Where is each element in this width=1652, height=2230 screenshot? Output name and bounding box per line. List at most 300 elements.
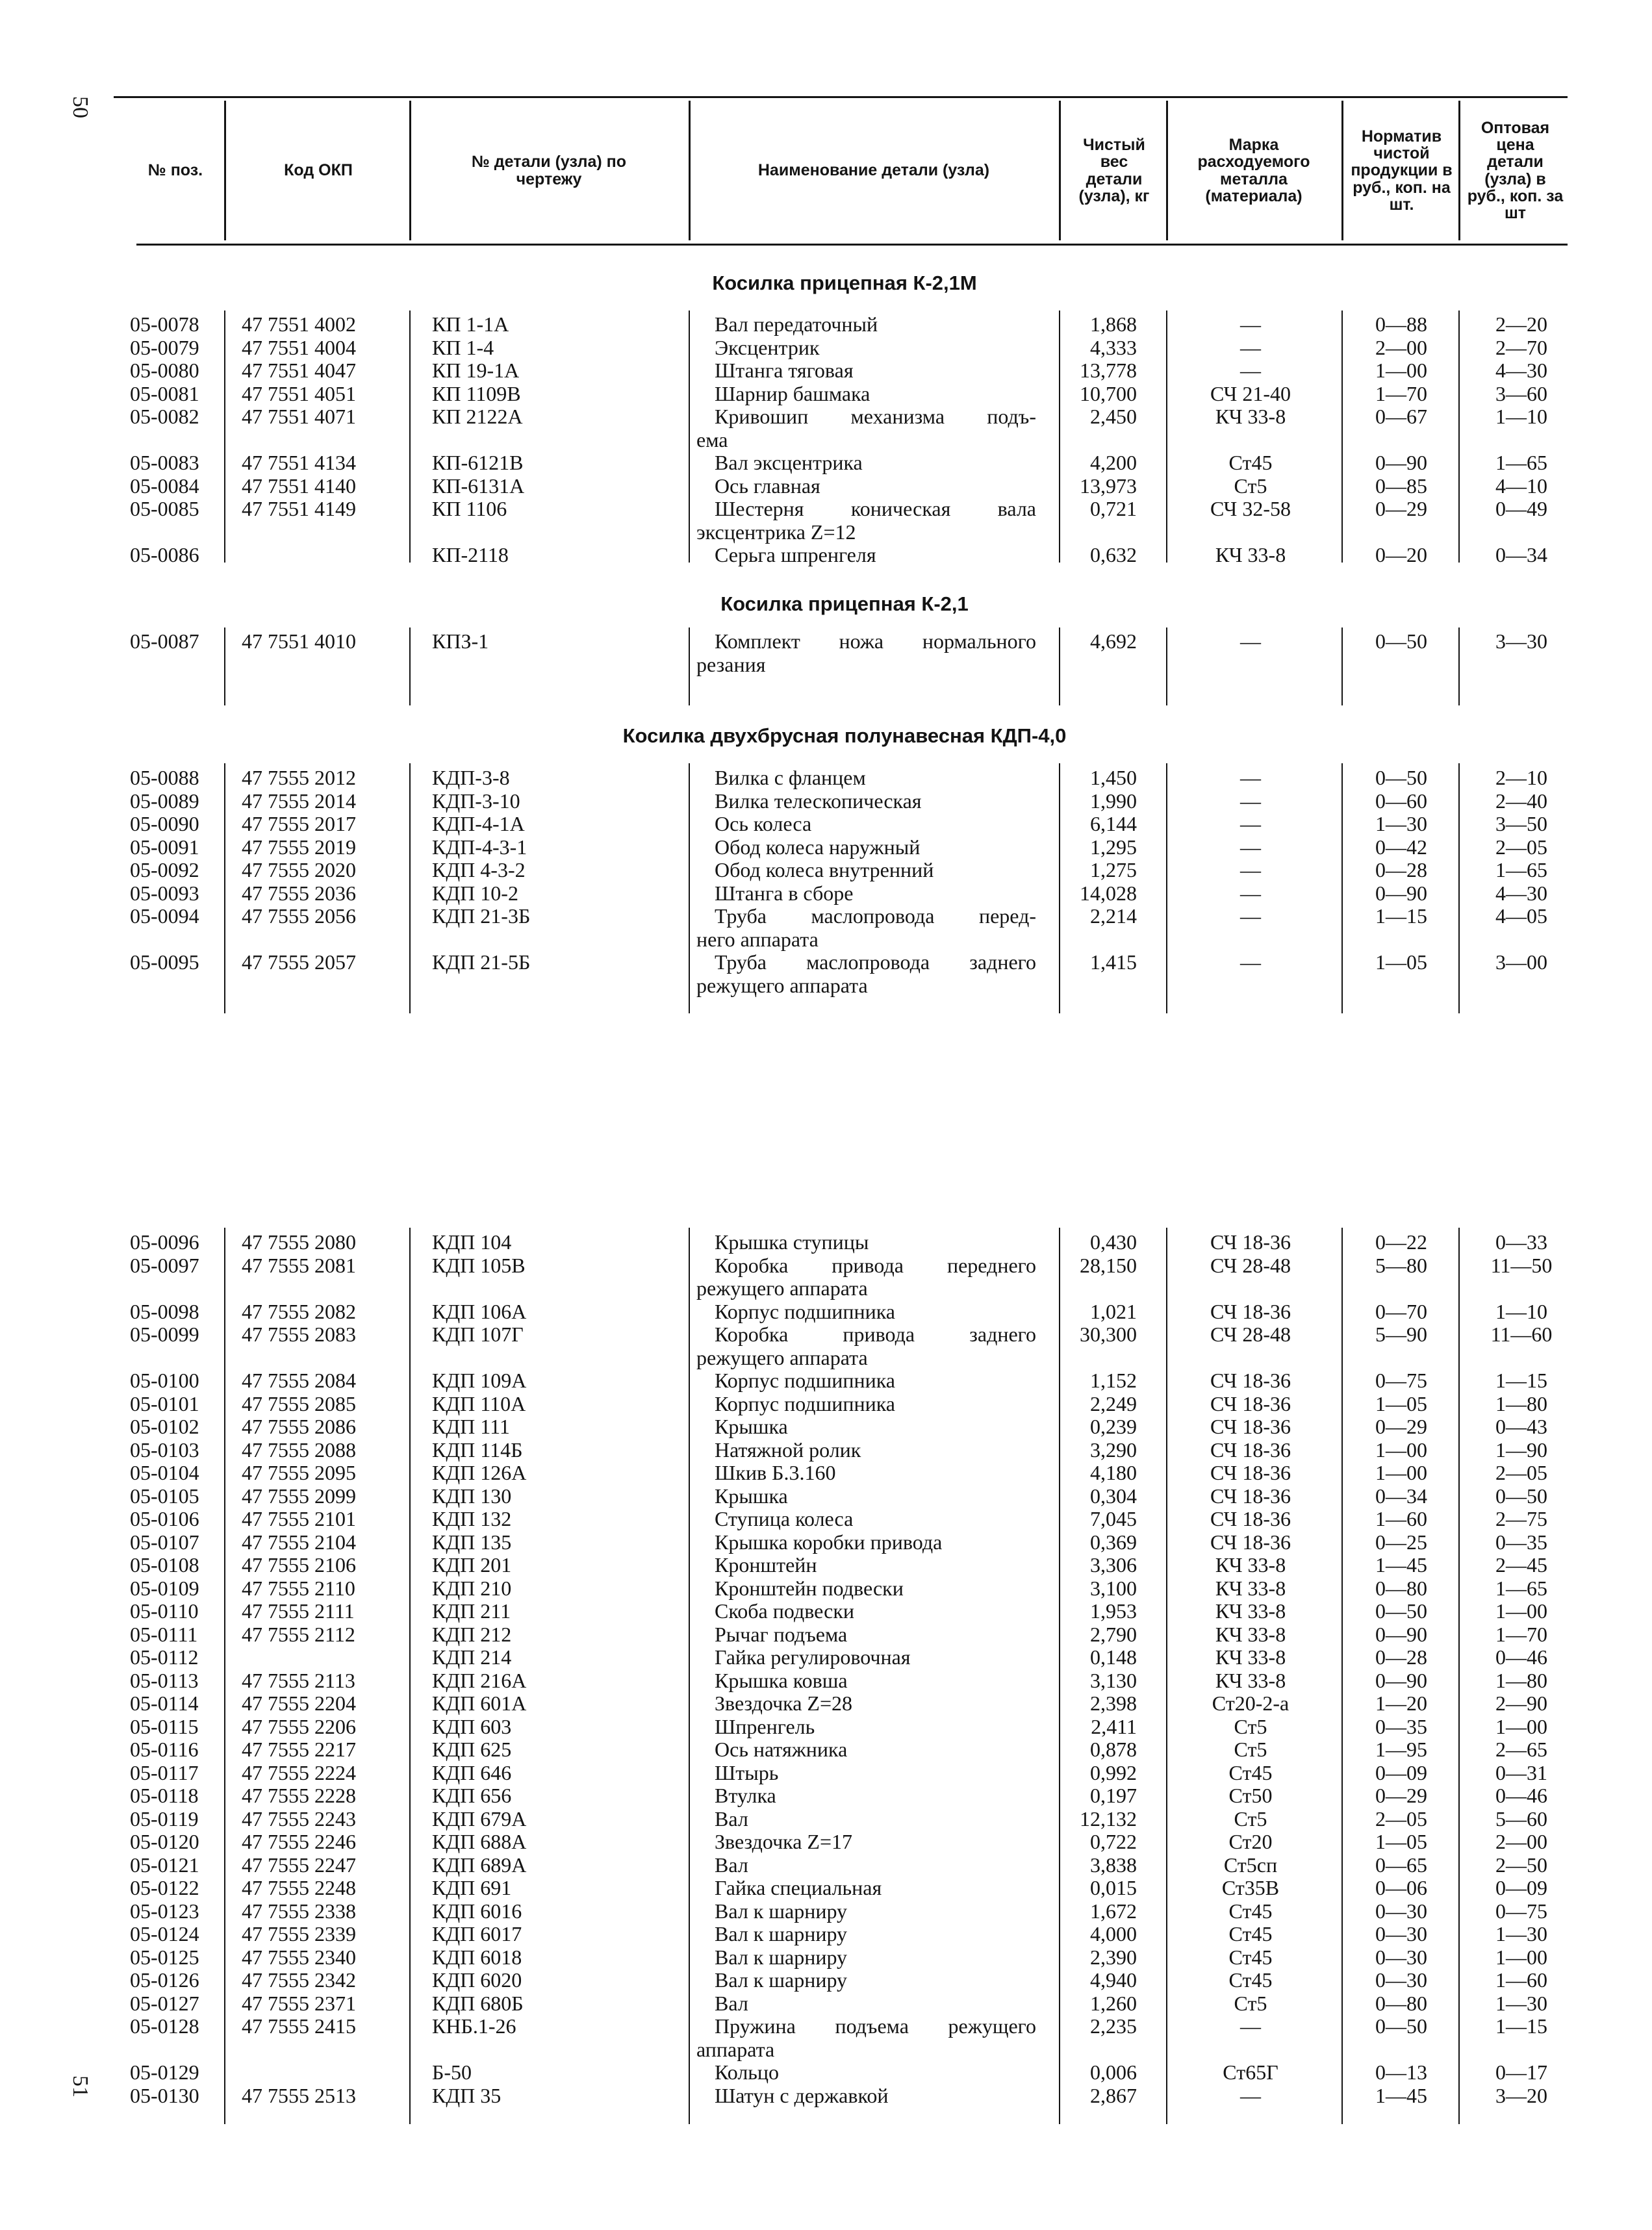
table-row [0, 1369, 1652, 1393]
cell-norm: 0—50 [1375, 2014, 1427, 2038]
cell-okp: 47 7555 2243 [242, 1806, 356, 1831]
cell-name-line1: Вал [715, 1853, 748, 1877]
cell-price: 1—70 [1495, 1622, 1547, 1646]
cell-pos: 05-0097 [130, 1253, 199, 1277]
cell-drawing: КДП 130 [432, 1484, 512, 1508]
table-row [0, 836, 1652, 859]
cell-norm: 0—28 [1375, 858, 1427, 881]
section-rows [0, 1231, 1652, 2107]
table-row [0, 2084, 1652, 2108]
cell-pos: 05-0116 [130, 1738, 199, 1761]
cell-pos: 05-0085 [130, 497, 199, 520]
cell-price: 0—43 [1495, 1415, 1547, 1438]
cell-norm: 0—67 [1375, 405, 1427, 428]
cell-weight: 2,450 [1090, 405, 1137, 428]
table-row [0, 790, 1652, 813]
cell-drawing: КДП 106А [432, 1299, 527, 1323]
cell-name [715, 1231, 1036, 1254]
cell-name [696, 405, 1036, 451]
cell-drawing: КП 2122А [432, 405, 523, 428]
cell-material: — [1240, 2014, 1261, 2038]
table-row [0, 1646, 1652, 1669]
header-separator [409, 101, 411, 240]
cell-pos: 05-0082 [130, 405, 199, 428]
cell-name [715, 475, 1036, 498]
cell-weight: 7,045 [1090, 1507, 1137, 1530]
cell-okp: 47 7555 2338 [242, 1899, 356, 1923]
cell-pos: 05-0104 [130, 1461, 199, 1484]
cell-drawing: Б-50 [432, 2060, 472, 2084]
table-row [0, 1831, 1652, 1854]
cell-name [715, 2084, 1036, 2108]
cell-okp: 47 7555 2339 [242, 1922, 356, 1945]
cell-price: 0—35 [1495, 1530, 1547, 1554]
cell-name [715, 1762, 1036, 1785]
cell-name [715, 813, 1036, 836]
cell-name [715, 1992, 1036, 2016]
cell-pos: 05-0130 [130, 2083, 199, 2107]
cell-price: 4—30 [1495, 359, 1547, 382]
cell-pos: 05-0099 [130, 1323, 199, 1346]
cell-name [715, 1439, 1036, 1462]
header-norm: Норматив чистой продукции в руб., коп. на шт. [1351, 127, 1453, 214]
cell-norm: 1—00 [1375, 1438, 1427, 1462]
cell-okp: 47 7555 2111 [242, 1599, 355, 1623]
cell-weight: 10,700 [1080, 381, 1137, 405]
section-title-kdp40: Косилка двухбрусная полунавесная КДП-4,0 [622, 724, 1067, 747]
cell-drawing: КДП 688А [432, 1830, 527, 1853]
header-drawing: № детали (узла) по чертежу [471, 153, 627, 188]
cell-okp: 47 7555 2228 [242, 1784, 356, 1807]
table-row [0, 813, 1652, 836]
table-row [0, 2061, 1652, 2084]
cell-name-line1: Труба маслопровода заднего [715, 950, 1036, 974]
cell-weight: 2,390 [1090, 1945, 1137, 1969]
table-row [0, 1254, 1652, 1300]
cell-pos: 05-0129 [130, 2060, 199, 2084]
cell-okp: 47 7555 2083 [242, 1323, 356, 1346]
cell-name-line1: Пружина подъема режущего [715, 2014, 1036, 2038]
cell-okp: 47 7555 2099 [242, 1484, 356, 1508]
cell-name [715, 1946, 1036, 1970]
cell-norm: 0—06 [1375, 1876, 1427, 1899]
cell-drawing: КДП 111 [432, 1415, 510, 1438]
cell-material: — [1240, 812, 1261, 835]
cell-name [696, 1253, 1036, 1300]
cell-name [715, 836, 1036, 859]
cell-name [715, 1738, 1036, 1762]
table-row [0, 359, 1652, 383]
cell-pos: 05-0078 [130, 312, 199, 336]
cell-weight: 1,415 [1090, 950, 1137, 974]
cell-name-line1: Обод колеса наружный [715, 835, 921, 859]
cell-material: СЧ 32-58 [1210, 497, 1291, 520]
cell-name-line1: Ось колеса [715, 812, 812, 835]
cell-price: 2—45 [1495, 1553, 1547, 1577]
cell-name-line1: Вал к шарниру [715, 1922, 848, 1945]
cell-okp: 47 7555 2020 [242, 858, 356, 881]
cell-norm: 0—90 [1375, 1622, 1427, 1646]
cell-name-line1: Вал [715, 1991, 748, 2015]
cell-price: 11—60 [1490, 1323, 1553, 1346]
table-row [0, 1600, 1652, 1623]
table-row [0, 1692, 1652, 1716]
table-row [0, 336, 1652, 360]
cell-name-line1: Штанга в сборе [715, 881, 854, 905]
table-row [0, 1485, 1652, 1508]
cell-name-line1: Эксцентрик [715, 335, 820, 359]
cell-material: — [1240, 359, 1261, 382]
cell-okp: 47 7555 2088 [242, 1438, 356, 1462]
cell-weight: 3,100 [1090, 1576, 1137, 1600]
cell-drawing: КП 19-1А [432, 359, 520, 382]
cell-material: КЧ 33-8 [1215, 1668, 1286, 1692]
cell-okp: 47 7555 2415 [242, 2014, 356, 2038]
table-row [0, 1716, 1652, 1739]
cell-okp: 47 7555 2014 [242, 789, 356, 813]
cell-material: — [1240, 881, 1261, 905]
cell-pos: 05-0128 [130, 2014, 199, 2038]
cell-norm: 0—50 [1375, 629, 1427, 653]
table-row [0, 544, 1652, 567]
header-pos: № поз. [147, 161, 203, 180]
cell-norm: 1—05 [1375, 1830, 1427, 1853]
cell-weight: 2,214 [1090, 904, 1137, 928]
cell-weight: 2,398 [1090, 1692, 1137, 1715]
cell-drawing: КП 1106 [432, 497, 507, 520]
cell-name-line1: Звездочка Z=17 [715, 1830, 853, 1853]
cell-norm: 0—75 [1375, 1369, 1427, 1392]
cell-price: 0—09 [1495, 1876, 1547, 1899]
cell-norm: 0—85 [1375, 474, 1427, 498]
cell-drawing: КДП 216А [432, 1668, 527, 1692]
cell-norm: 0—30 [1375, 1922, 1427, 1945]
cell-name-line2: него аппарата [696, 927, 819, 951]
cell-material: КЧ 33-8 [1215, 543, 1286, 566]
cell-material: — [1240, 766, 1261, 789]
cell-price: 1—00 [1495, 1714, 1547, 1738]
section-rows [0, 313, 1652, 567]
cell-weight: 4,940 [1090, 1968, 1137, 1992]
cell-name-line1: Вилка с фланцем [715, 766, 866, 789]
cell-okp: 47 7551 4004 [242, 335, 356, 359]
cell-name [696, 497, 1036, 544]
cell-name-line1: Корпус подшипника [715, 1299, 895, 1323]
cell-name-line1: Вал эксцентрика [715, 451, 863, 474]
cell-okp: 47 7551 4010 [242, 629, 356, 653]
table-row [0, 1969, 1652, 1992]
cell-okp: 47 7555 2340 [242, 1945, 356, 1969]
cell-price: 0—49 [1495, 497, 1547, 520]
cell-okp: 47 7555 2112 [242, 1622, 355, 1646]
cell-pos: 05-0080 [130, 359, 199, 382]
cell-name-line1: Крышка [715, 1415, 788, 1438]
cell-drawing: КП 1109В [432, 381, 521, 405]
cell-name-line1: Ступица колеса [715, 1507, 854, 1530]
cell-drawing: КДП 21-3Б [432, 904, 531, 928]
cell-okp: 47 7555 2057 [242, 950, 356, 974]
table-row [0, 882, 1652, 906]
cell-weight: 1,275 [1090, 858, 1137, 881]
cell-okp: 47 7551 4071 [242, 405, 356, 428]
cell-name [696, 2014, 1036, 2061]
cell-name-line2: аппарата [696, 2037, 775, 2061]
cell-okp: 47 7555 2342 [242, 1968, 356, 1992]
cell-drawing: КП 1-4 [432, 335, 494, 359]
cell-name [715, 313, 1036, 336]
header-separator [1166, 101, 1168, 240]
cell-drawing: КП 1-1А [432, 312, 509, 336]
cell-material: КЧ 33-8 [1215, 1645, 1286, 1669]
cell-drawing: КДП 6016 [432, 1899, 522, 1923]
cell-drawing: КДП 625 [432, 1738, 512, 1761]
cell-norm: 1—00 [1375, 359, 1427, 382]
cell-okp: 47 7551 4134 [242, 451, 356, 474]
cell-okp: 47 7555 2081 [242, 1253, 356, 1277]
cell-pos: 05-0095 [130, 950, 199, 974]
cell-name [715, 1300, 1036, 1324]
cell-pos: 05-0083 [130, 451, 199, 474]
cell-weight: 1,868 [1090, 312, 1137, 336]
cell-norm: 1—70 [1375, 381, 1427, 405]
cell-material: Ст35В [1221, 1876, 1280, 1899]
cell-name-line1: Кронштейн подвески [715, 1576, 904, 1600]
cell-norm: 0—35 [1375, 1714, 1427, 1738]
cell-name-line1: Вал [715, 1806, 748, 1831]
cell-drawing: КП-6121В [432, 451, 524, 474]
cell-name-line2: эксцентрика Z=12 [696, 520, 856, 544]
cell-norm: 1—15 [1375, 904, 1427, 928]
cell-okp: 47 7555 2080 [242, 1230, 356, 1254]
cell-okp: 47 7555 2085 [242, 1391, 356, 1415]
cell-norm: 5—90 [1375, 1323, 1427, 1346]
cell-drawing: КНБ.1-26 [432, 2014, 516, 2038]
cell-material: КЧ 33-8 [1215, 1553, 1286, 1577]
cell-name-line1: Крышка [715, 1484, 788, 1508]
table-row [0, 1323, 1652, 1369]
cell-drawing: КДП 656 [432, 1784, 512, 1807]
cell-okp: 47 7555 2056 [242, 904, 356, 928]
header-separator [224, 101, 226, 240]
cell-norm: 0—25 [1375, 1530, 1427, 1554]
cell-material: СЧ 18-36 [1210, 1484, 1291, 1508]
cell-okp: 47 7555 2095 [242, 1461, 356, 1484]
cell-okp: 47 7551 4149 [242, 497, 356, 520]
cell-drawing: КДП 680Б [432, 1991, 524, 2015]
cell-material: Ст50 [1228, 1784, 1273, 1807]
cell-name [696, 904, 1036, 951]
cell-name-line1: Ось натяжника [715, 1738, 848, 1761]
cell-okp: 47 7555 2248 [242, 1876, 356, 1899]
cell-price: 2—20 [1495, 312, 1547, 336]
cell-name-line1: Гайка регулировочная [715, 1645, 911, 1669]
cell-norm: 2—00 [1375, 335, 1427, 359]
cell-name [715, 336, 1036, 360]
cell-name-line1: Крышка коробки привода [715, 1530, 943, 1554]
cell-weight: 4,333 [1090, 335, 1137, 359]
cell-price: 0—17 [1495, 2060, 1547, 2084]
cell-material: Ст5сп [1223, 1853, 1278, 1877]
cell-pos: 05-0103 [130, 1438, 199, 1462]
cell-price: 1—80 [1495, 1391, 1547, 1415]
cell-name-line1: Кольцо [715, 2060, 780, 2084]
cell-price: 0—46 [1495, 1784, 1547, 1807]
header-separator [1059, 101, 1061, 240]
cell-norm: 0—50 [1375, 766, 1427, 789]
cell-material: КЧ 33-8 [1215, 1599, 1286, 1623]
cell-drawing: КДП 6020 [432, 1968, 522, 1992]
cell-pos: 05-0108 [130, 1553, 199, 1577]
cell-price: 4—30 [1495, 881, 1547, 905]
cell-okp: 47 7555 2246 [242, 1830, 356, 1853]
page-number-top: 50 [68, 96, 92, 118]
cell-price: 0—31 [1495, 1760, 1547, 1784]
cell-norm: 0—28 [1375, 1645, 1427, 1669]
cell-price: 2—50 [1495, 1853, 1547, 1877]
cell-name-line2: резания [696, 652, 766, 676]
header-separator [689, 101, 691, 240]
cell-name [715, 1692, 1036, 1716]
cell-norm: 0—80 [1375, 1576, 1427, 1600]
cell-material: Ст20-2-а [1212, 1692, 1290, 1715]
cell-name-line1: Втулка [715, 1784, 776, 1807]
cell-norm: 0—29 [1375, 1784, 1427, 1807]
cell-pos: 05-0113 [130, 1668, 199, 1692]
cell-weight: 2,790 [1090, 1622, 1137, 1646]
cell-okp: 47 7555 2084 [242, 1369, 356, 1392]
table-row [0, 1900, 1652, 1923]
cell-norm: 0—65 [1375, 1853, 1427, 1877]
cell-drawing: КДП 104 [432, 1230, 512, 1254]
cell-okp: 47 7551 4051 [242, 381, 356, 405]
section-title-k21m: Косилка прицепная К-2,1М [712, 272, 977, 294]
cell-price: 3—50 [1495, 812, 1547, 835]
cell-pos: 05-0105 [130, 1484, 199, 1508]
table-row [0, 1623, 1652, 1647]
cell-material: СЧ 28-48 [1210, 1253, 1291, 1277]
cell-name [715, 1831, 1036, 1854]
cell-norm: 0—20 [1375, 543, 1427, 566]
cell-material: — [1240, 335, 1261, 359]
cell-price: 2—70 [1495, 335, 1547, 359]
cell-pos: 05-0109 [130, 1576, 199, 1600]
cell-name [715, 859, 1036, 882]
cell-drawing: КДП 601А [432, 1692, 527, 1715]
cell-norm: 1—20 [1375, 1692, 1427, 1715]
cell-price: 3—20 [1495, 2083, 1547, 2107]
header-separator [1458, 101, 1460, 240]
cell-drawing: КП-6131А [432, 474, 525, 498]
cell-price: 2—05 [1495, 835, 1547, 859]
cell-norm: 1—30 [1375, 812, 1427, 835]
cell-name [715, 767, 1036, 790]
cell-pos: 05-0101 [130, 1391, 199, 1415]
cell-pos: 05-0088 [130, 766, 199, 789]
cell-name [715, 1554, 1036, 1577]
cell-norm: 1—60 [1375, 1507, 1427, 1530]
cell-drawing: КДП 135 [432, 1530, 512, 1554]
cell-name [715, 1600, 1036, 1623]
cell-name-line1: Кронштейн [715, 1553, 817, 1577]
table-row [0, 1808, 1652, 1831]
cell-name-line1: Звездочка Z=28 [715, 1692, 853, 1715]
cell-okp: 47 7555 2224 [242, 1760, 356, 1784]
cell-weight: 0,148 [1090, 1645, 1137, 1669]
header-name: Наименование детали (узла) [757, 161, 990, 180]
cell-name-line1: Вал к шарниру [715, 1945, 848, 1969]
cell-norm: 0—13 [1375, 2060, 1427, 2084]
header-okp: Код ОКП [284, 161, 353, 180]
cell-pos: 05-0100 [130, 1369, 199, 1392]
cell-pos: 05-0084 [130, 474, 199, 498]
cell-drawing: КДП-4-3-1 [432, 835, 527, 859]
cell-material: СЧ 18-36 [1210, 1438, 1291, 1462]
cell-price: 2—10 [1495, 766, 1547, 789]
cell-material: — [1240, 858, 1261, 881]
header-material: Марка расходуемого металла (материала) [1197, 136, 1310, 205]
header-weight: Чистый вес детали (узла), кг [1078, 136, 1150, 205]
cell-price: 1—30 [1495, 1922, 1547, 1945]
cell-okp: 47 7555 2082 [242, 1299, 356, 1323]
cell-drawing: КДП 114Б [432, 1438, 523, 1462]
cell-okp: 47 7555 2104 [242, 1530, 356, 1554]
cell-price: 1—65 [1495, 451, 1547, 474]
table-row [0, 498, 1652, 544]
section-rows [0, 630, 1652, 676]
cell-drawing: КДП 6017 [432, 1922, 522, 1945]
cell-weight: 0,878 [1090, 1738, 1137, 1761]
cell-weight: 13,778 [1080, 359, 1137, 382]
cell-material: КЧ 33-8 [1215, 405, 1286, 428]
table-row [0, 1231, 1652, 1254]
table-row [0, 1762, 1652, 1785]
cell-weight: 0,197 [1090, 1784, 1137, 1807]
cell-weight: 2,249 [1090, 1391, 1137, 1415]
cell-pos: 05-0093 [130, 881, 199, 905]
cell-norm: 0—70 [1375, 1299, 1427, 1323]
cell-price: 0—75 [1495, 1899, 1547, 1923]
cell-price: 1—00 [1495, 1945, 1547, 1969]
cell-norm: 0—42 [1375, 835, 1427, 859]
cell-weight: 3,130 [1090, 1668, 1137, 1692]
cell-name [715, 1900, 1036, 1923]
table-row [0, 1393, 1652, 1416]
cell-name-line1: Труба маслопровода перед- [715, 904, 1036, 928]
cell-pos: 05-0115 [130, 1714, 199, 1738]
cell-price: 3—60 [1495, 381, 1547, 405]
cell-name [696, 629, 1036, 676]
cell-okp: 47 7555 2036 [242, 881, 356, 905]
cell-price: 2—00 [1495, 1830, 1547, 1853]
cell-norm: 1—05 [1375, 1391, 1427, 1415]
cell-weight: 0,239 [1090, 1415, 1137, 1438]
cell-name-line2: режущего аппарата [696, 973, 868, 997]
cell-name-line2: режущего аппарата [696, 1276, 868, 1300]
cell-price: 1—90 [1495, 1438, 1547, 1462]
table-row [0, 1946, 1652, 1970]
cell-drawing: КДП 689А [432, 1853, 527, 1877]
cell-okp: 47 7555 2019 [242, 835, 356, 859]
cell-weight: 0,430 [1090, 1230, 1137, 1254]
cell-name [715, 1369, 1036, 1393]
cell-drawing: КДП-3-8 [432, 766, 510, 789]
cell-norm: 0—80 [1375, 1991, 1427, 2015]
cell-weight: 1,152 [1090, 1369, 1137, 1392]
cell-norm: 1—05 [1375, 950, 1427, 974]
cell-name-line1: Обод колеса внутренний [715, 858, 934, 881]
cell-pos: 05-0118 [130, 1784, 199, 1807]
cell-drawing: КДП-3-10 [432, 789, 520, 813]
